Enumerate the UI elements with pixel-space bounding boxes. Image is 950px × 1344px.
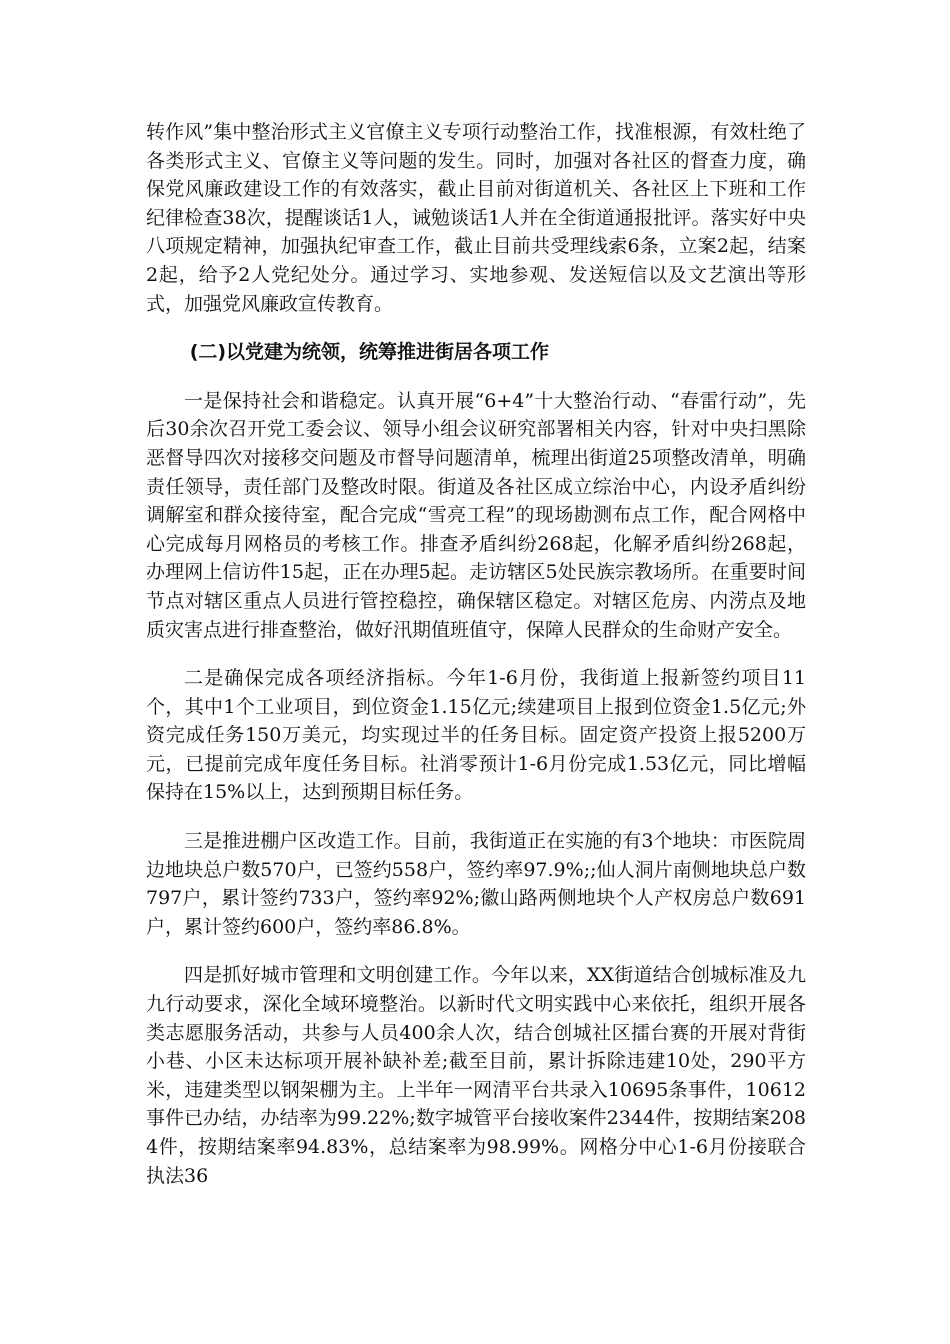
document-body [146,118,806,1190]
section-heading: (二)以党建为统领，统筹推进街居各项工作 [189,341,550,364]
paragraph-city-management: 四是抓好城市管理和文明创建工作。今年以来，XX街道结合创城标准及九九行动要求，深化全域环境整治。以新时代文明实践中心来依托，组织开展各类志愿服务活动，共参与人员400余人次，结合创城社区擂台赛的开展对背街小巷、小区未达标项开展补缺补差;截至目前，累计拆除违建10处，290平方米，违建类型以钢架棚为主。上半年一网清平台共录入10695条事件，10612事件已办结，办结率为99.22%;数字城管平台接收案件2344件，按期结案2084件，按期结案率94.83%，总结案率为98.99%。网格分中心1-6月份接联合执法36 [146,964,806,1187]
paragraph-party-conduct: 转作风”集中整治形式主义官僚主义专项行动整治工作，找准根源，有效杜绝了各类形式主义、官僚主义等问题的发生。同时，加强对各社区的督查力度，确保党风廉政建设工作的有效落实，截止目前对街道机关、各社区上下班和工作纪律检查38次，提醒谈话1人，诫勉谈话1人并在全街道通报批评。落实好中央八项规定精神，加强执纪审查工作，截止目前共受理线索6条，立案2起，结案2起，给予2人党纪处分。通过学习、实地参观、发送短信以及文艺演出等形式，加强党风廉政宣传教育。 [146,121,806,315]
paragraph-economic-targets: 二是确保完成各项经济指标。今年1-6月份，我街道上报新签约项目11个，其中1个工业项目，到位资金1.15亿元;续建项目上报到位资金1.5亿元;外资完成任务150万美元，均实现过半的任务目标。固定资产投资上报5200万元，已提前完成年度任务目标。社消零预计1-6月份完成1.53亿元，同比增幅保持在15%以上，达到预期目标任务。 [146,667,806,804]
paragraph-social-stability: 一是保持社会和谐稳定。认真开展“6+4”十大整治行动、“春雷行动”，先后30余次召开党工委会议、领导小组会议研究部署相关内容，针对中央扫黑除恶督导四次对接移交问题及市督导问题清单，梳理出街道25项整改清单，明确责任领导，责任部门及整改时限。街道及各社区成立综治中心，内设矛盾纠纷调解室和群众接待室，配合完成“雪亮工程”的现场勘测布点工作，配合网格中心完成每月网格员的考核工作。排查矛盾纠纷268起，化解矛盾纠纷268起，办理网上信访件15起，正在办理5起。走访辖区5处民族宗教场所。在重要时间节点对辖区重点人员进行管控稳控，确保辖区稳定。对辖区危房、内涝点及地质灾害点进行排查整治，做好汛期值班值守，保障人民群众的生命财产安全。 [146,389,806,641]
paragraph-shantytown-renovation: 三是推进棚户区改造工作。目前，我街道正在实施的有3个地块：市医院周边地块总户数570户，已签约558户，签约率97.9%;;仙人洞片南侧地块总户数797户，累计签约733户，签约率92%;徽山路两侧地块个人产权房总户数691户，累计签约600户，签约率86.8%。 [146,830,806,938]
